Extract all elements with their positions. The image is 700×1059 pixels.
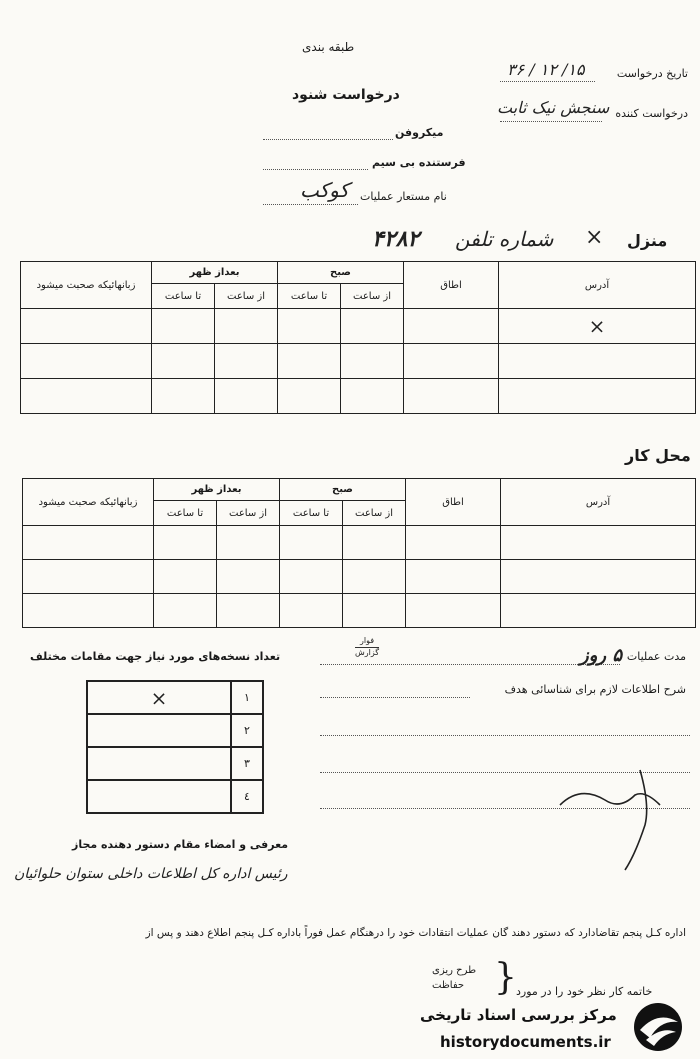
copies-number: ۱ [231,681,263,714]
copies-mark-cell [87,747,231,780]
table-cell [404,309,499,344]
table-cell [154,526,217,560]
table-cell [217,594,280,628]
table-cell [341,309,404,344]
archive-logo-icon [628,1000,690,1054]
room-header: اطاق [406,479,501,526]
address-mark: × [588,314,606,338]
copies-table [86,680,264,814]
request-date-label: تاریخ درخواست [616,67,688,80]
phone-note: شماره تلفن [455,227,554,251]
table-cell [501,526,696,560]
table-cell [23,560,154,594]
languages-header: زبانهائیکه صحبت میشود [21,262,152,309]
microphone-line [263,139,393,140]
table-cell [501,594,696,628]
table-cell [406,526,501,560]
morning-header: صبح [278,262,404,284]
from-hour-header: از ساعت [343,501,406,526]
home-section-title: منزل [627,231,668,250]
table-cell [152,344,215,379]
address-header: آدرس [499,262,696,309]
requester-line [500,121,602,122]
table-cell [154,594,217,628]
copies-label: تعداد نسخه‌های مورد نیاز جهت مقامات مختلف [30,650,281,663]
work-schedule-table [22,478,696,628]
copies-row [87,681,263,714]
from-hour-header: از ساعت [217,501,280,526]
to-hour-header: تا ساعت [280,501,343,526]
classification-label: طبقه بندی [302,40,355,54]
operation-name-value: کوکب [300,178,350,202]
to-hour-header: تا ساعت [152,284,215,309]
table-cell [215,379,278,414]
table-cell [341,379,404,414]
table-cell [406,560,501,594]
home-check-mark: × [585,225,604,250]
table-cell [343,526,406,560]
table-cell [404,344,499,379]
radio-transmitter-line [263,169,368,170]
request-date-value: ۱۵/ ۱۲ / ۳۶ [507,60,585,79]
table-cell [280,526,343,560]
option-protection: حفاظت [432,980,465,991]
operation-name-label: نام مستعار عملیات [360,190,447,203]
copies-mark-cell [87,681,231,714]
watermark-url: historydocuments.ir [440,1033,611,1051]
afternoon-header: بعداز ظهر [152,262,278,284]
footer-instructions: اداره کـل پنجم تقاضادارد که دستور دهند گان عملیات انتقادات خود را درهنگام عمل فوراً باداره کـل پنجم اطلاع دهند و پس از [145,927,686,939]
footer-closing-line: خاتمه کار نظر خود را در مورد [516,985,653,998]
authorization-label: معرفی و امضاء مقام دستور دهنده مجاز [72,838,289,851]
copies-row [87,780,263,813]
copies-number: ۲ [231,714,263,747]
table-cell [217,560,280,594]
from-hour-header: از ساعت [341,284,404,309]
table-cell [23,594,154,628]
target-info-line-2 [320,735,690,736]
table-cell [341,344,404,379]
requester-value: سنجش نیک ثابت [497,98,610,117]
table-cell [152,379,215,414]
duration-line [320,664,620,665]
report-note-top: فوار [360,636,375,645]
target-info-label: شرح اطلاعات لازم برای شناسائی هدف [504,683,686,696]
table-cell [278,379,341,414]
table-cell [343,594,406,628]
table-cell [21,379,152,414]
copies-number: ۳ [231,747,263,780]
to-hour-header: تا ساعت [154,501,217,526]
table-cell [499,309,696,344]
afternoon-header: بعداز ظهر [154,479,280,501]
operation-name-line [263,204,358,205]
copies-mark: × [150,685,168,710]
radio-transmitter-label: فرستنده بی سیم [372,156,466,169]
watermark-title: مرکز بررسی اسناد تاریخی [420,1006,617,1024]
table-cell [154,560,217,594]
copies-row [87,714,263,747]
table-cell [21,309,152,344]
table-cell [406,594,501,628]
languages-header: زبانهائیکه صحبت میشود [23,479,154,526]
table-cell [21,344,152,379]
table-cell [23,526,154,560]
table-cell [215,344,278,379]
home-schedule-table [20,261,696,414]
copies-row [87,747,263,780]
request-date-line [500,81,595,82]
options-brace: } [494,957,517,998]
target-info-line-1 [320,697,470,698]
option-plan: طرح ریزی [432,965,477,976]
table-cell [280,594,343,628]
copies-number: ٤ [231,780,263,813]
copies-mark-cell [87,714,231,747]
table-cell [499,379,696,414]
table-cell [278,344,341,379]
duration-value: ۵ روز [580,645,623,666]
copies-mark-cell [87,780,231,813]
microphone-label: میکروفن [395,126,444,139]
work-section-title: محل کار [625,446,691,465]
table-cell [278,309,341,344]
table-cell [152,309,215,344]
table-cell [404,379,499,414]
table-cell [280,560,343,594]
form-title: درخواست شنود [292,87,400,103]
phone-number: ۴۲۸۲ [372,226,420,252]
morning-header: صبح [280,479,406,501]
from-hour-header: از ساعت [215,284,278,309]
table-cell [499,344,696,379]
requester-label: درخواست کننده [615,107,688,120]
table-cell [343,560,406,594]
table-cell [501,560,696,594]
address-header: آدرس [501,479,696,526]
table-cell [217,526,280,560]
room-header: اطاق [404,262,499,309]
table-cell [215,309,278,344]
report-note-bottom: گزارش [355,648,380,657]
duration-label: مدت عملیات [626,650,686,663]
authorization-value: رئیس اداره کل اطلاعات داخلی ستوان حلوائیان [14,866,288,882]
signature-scribble [550,765,690,875]
to-hour-header: تا ساعت [278,284,341,309]
